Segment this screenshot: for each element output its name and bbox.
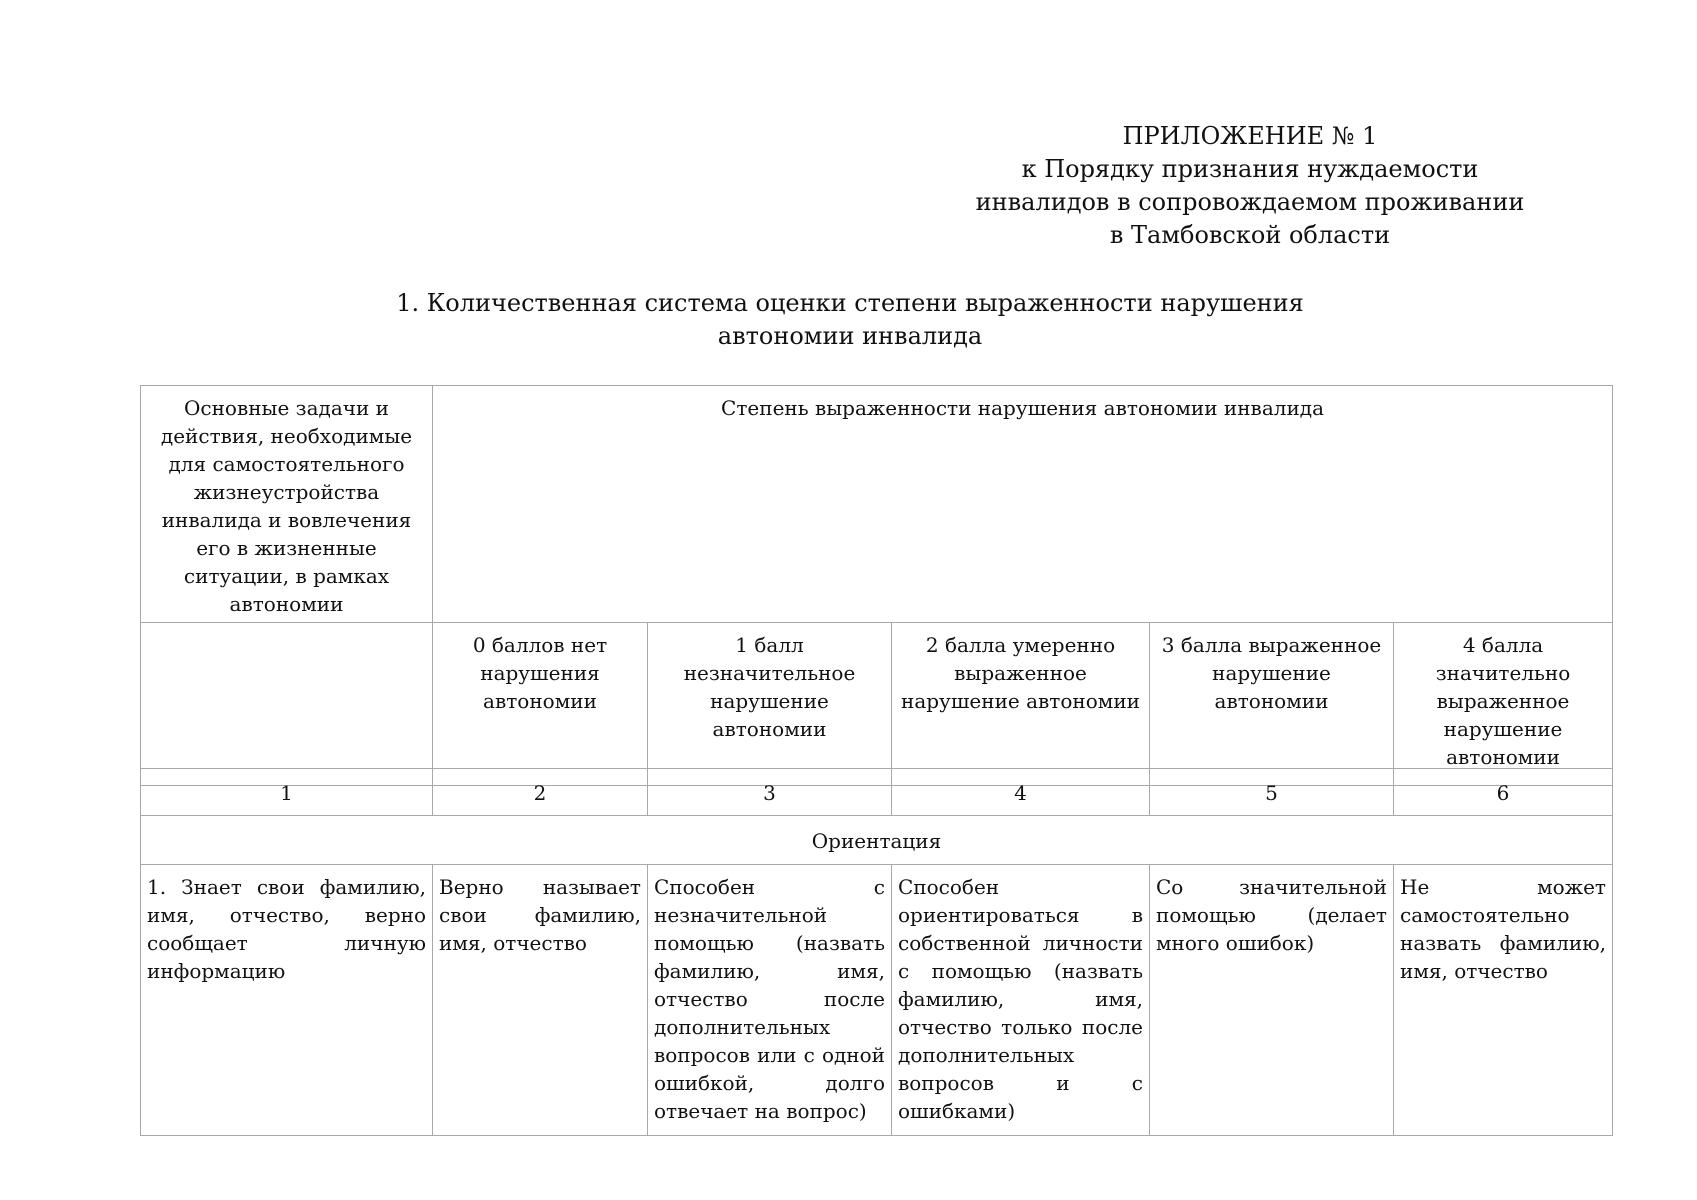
section-title: Ориентация <box>811 829 942 853</box>
level-cell <box>433 623 648 786</box>
level-1-description: Способен с незначительной помощью (назвать фамилию, имя, отчество после дополнительных вопросов или с одной ошибкой, долго отвечает на вопрос) <box>654 875 885 1123</box>
column-number-cell <box>141 769 433 816</box>
table-cell <box>1394 865 1613 1136</box>
level-cell <box>892 623 1150 786</box>
column-number-cell <box>1394 769 1613 816</box>
column-numbers-row <box>141 769 1613 816</box>
section-row <box>141 816 1613 865</box>
header-cell-tasks <box>141 386 433 623</box>
level-1-text: 1 балл незначительное нарушение автономии <box>683 633 856 741</box>
section-cell <box>141 816 1613 865</box>
title-line: автономии инвалида <box>717 322 983 350</box>
task-text: 1. Знает свои фамилию, имя, отчество, верно сообщает личную информацию <box>147 875 426 983</box>
levels-row <box>141 623 1613 786</box>
level-3-description: Со значительной помощью (делает много ошибок) <box>1156 875 1387 955</box>
document-title <box>140 287 1560 353</box>
level-3-text: 3 балла выраженное нарушение автономии <box>1161 633 1382 713</box>
header-cell-degree <box>433 386 1613 623</box>
column-number: 4 <box>1014 781 1027 805</box>
appendix-line: инвалидов в сопровождаемом проживании <box>975 188 1525 216</box>
appendix-heading <box>960 120 1540 252</box>
levels-empty-cell <box>141 623 433 786</box>
degree-header-text: Степень выраженности нарушения автономии инвалида <box>721 396 1325 420</box>
level-2-description: Способен ориентироваться в собственной личности с помощью (назвать фамилию, имя, отчество только после дополнительных вопросов и с ошибками) <box>898 875 1143 1123</box>
column-number: 1 <box>280 781 293 805</box>
appendix-number: ПРИЛОЖЕНИЕ № 1 <box>1122 122 1378 150</box>
appendix-line: к Порядку признания нуждаемости <box>1021 155 1479 183</box>
level-4-text: 4 балла значительно выраженное нарушение автономии <box>1435 633 1571 769</box>
column-number-cell <box>1150 769 1394 816</box>
appendix-line: в Тамбовской области <box>1109 221 1391 249</box>
header-row <box>141 386 1613 623</box>
level-2-text: 2 балла умеренно выраженное нарушение автономии <box>901 633 1140 713</box>
table-cell <box>892 865 1150 1136</box>
table-cell <box>141 865 433 1136</box>
column-number: 3 <box>763 781 776 805</box>
level-0-description: Верно называет свои фамилию, имя, отчество <box>439 875 641 955</box>
level-cell <box>648 623 892 786</box>
column-number: 2 <box>533 781 547 805</box>
column-number-cell <box>648 769 892 816</box>
column-number-cell <box>433 769 648 816</box>
table-row <box>141 865 1613 1136</box>
column-number: 6 <box>1496 781 1510 805</box>
table-cell <box>648 865 892 1136</box>
assessment-table-body <box>140 768 1613 1136</box>
column-number-cell <box>892 769 1150 816</box>
column-number: 5 <box>1265 781 1278 805</box>
table-cell <box>1150 865 1394 1136</box>
level-cell <box>1150 623 1394 786</box>
level-4-description: Не может самостоятельно назвать фамилию, имя, отчество <box>1400 875 1606 983</box>
title-line: 1. Количественная система оценки степени выраженности нарушения <box>396 289 1304 317</box>
assessment-table-header <box>140 385 1613 786</box>
tasks-header-text: Основные задачи и действия, необходимые для самостоятельного жизнеустройства инвалида и вовлечения его в жизненные ситуации, в рамках автономии <box>160 396 413 616</box>
level-0-text: 0 баллов нет нарушения автономии <box>472 633 608 713</box>
table-cell <box>433 865 648 1136</box>
level-cell <box>1394 623 1613 786</box>
